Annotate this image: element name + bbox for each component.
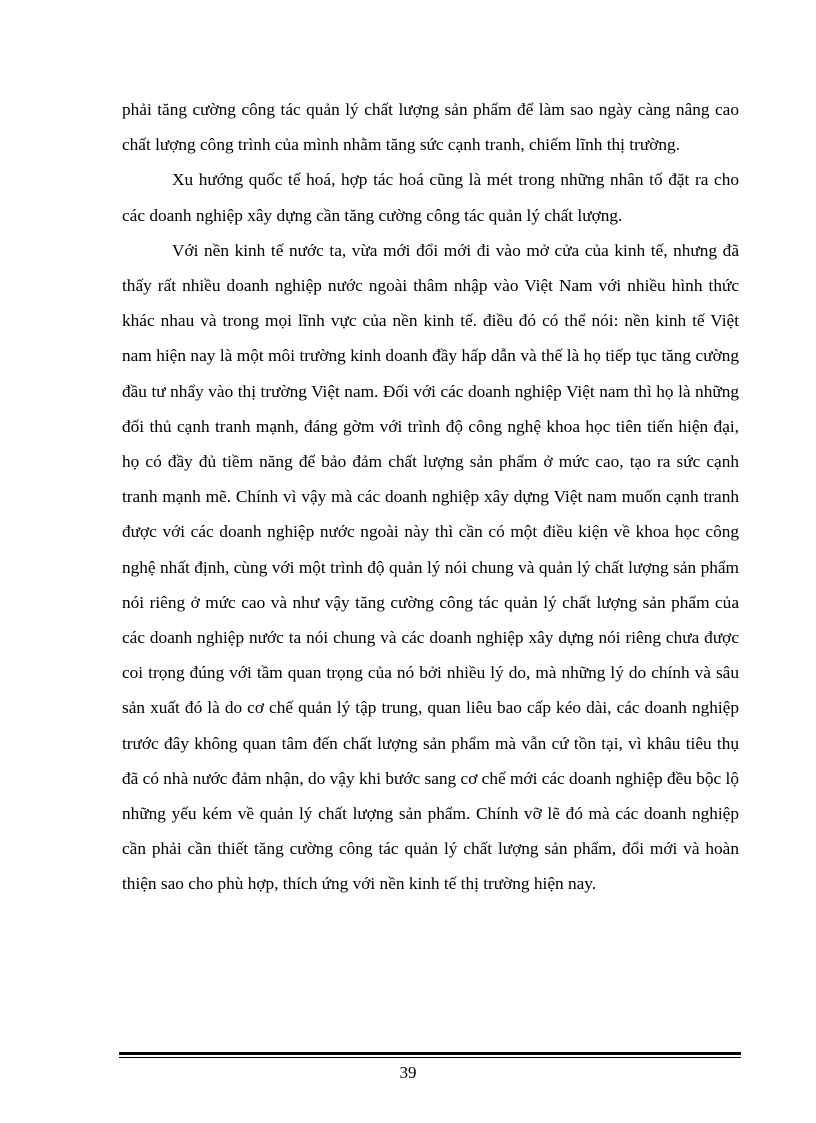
page-number: 39 [399, 1063, 417, 1082]
footer-rule [119, 1052, 741, 1055]
paragraph-continuation: phải tăng cường công tác quản lý chất lượng sản phẩm để làm sao ngày càng nâng cao chất lượng công trình của mình nhằm tăng sức cạnh tranh, chiếm lĩnh thị trường. [122, 100, 739, 155]
document-body [122, 92, 739, 902]
paragraph-internationalization: Xu hướng quốc tế hoá, hợp tác hoá cũng là mét trong những nhân tố đặt ra cho các doanh nghiệp xây dựng cần tăng cường công tác quản lý chất lượng. [122, 170, 739, 225]
footer-rule-thin [119, 1057, 741, 1058]
paragraph-economy: Với nền kinh tế nước ta, vừa mới đổi mới đi vào mở cửa của kinh tế, nhưng đã thấy rất nhiều doanh nghiệp nước ngoài thâm nhập vào Việt Nam với nhiều hình thức khác nhau và trong mọi lĩnh vực của nền kinh tế. điều đó có thể nói: nền kinh tế Việt nam hiện nay là một môi trường kinh doanh đầy hấp dẫn và thế là họ tiếp tục tăng cường đầu tư nhẩy vào thị trường Việt nam. Đối với các doanh nghiệp Việt nam thì họ là những đối thủ cạnh tranh mạnh, đáng gờm với trình độ công nghệ khoa học tiên tiến hiện đại, họ có đầy đủ tiềm năng để bảo đảm chất lượng sản phẩm ở mức cao, tạo ra sức cạnh tranh mạnh mẽ. Chính vì vậy mà các doanh nghiệp xây dựng Việt nam muốn cạnh tranh được với các doanh nghiệp nước ngoài này thì cần có một điều kiện về khoa học công nghệ nhất định, cùng với một trình độ quản lý nói chung và quản lý chất lượng sản phẩm nói riêng ở mức cao và như vậy tăng cường công tác quản lý chất lượng sản phẩm của các doanh nghiệp nước ta nói chung và các doanh nghiệp xây dựng nói riêng chưa được coi trọng đúng với tầm quan trọng của nó bởi nhiều lý do, mà những lý do chính và sâu sản xuất đó là do cơ chế quản lý tập trung, quan liêu bao cấp kéo dài, các doanh nghiệp trước đây không quan tâm đến chất lượng sản phẩm mà vẫn cứ tồn tại, vì khâu tiêu thụ đã có nhà nước đảm nhận, do vậy khi bước sang cơ chế mới các doanh nghiệp đều bộc lộ những yếu kém về quản lý chất lượng sản phẩm. Chính vỡ lẽ đó mà các doanh nghiệp cần phải cần thiết tăng cường công tác quản lý chất lượng sản phẩm, đổi mới và hoàn thiện sao cho phù hợp, thích ứng với nền kinh tế thị trường hiện nay. [122, 240, 739, 894]
